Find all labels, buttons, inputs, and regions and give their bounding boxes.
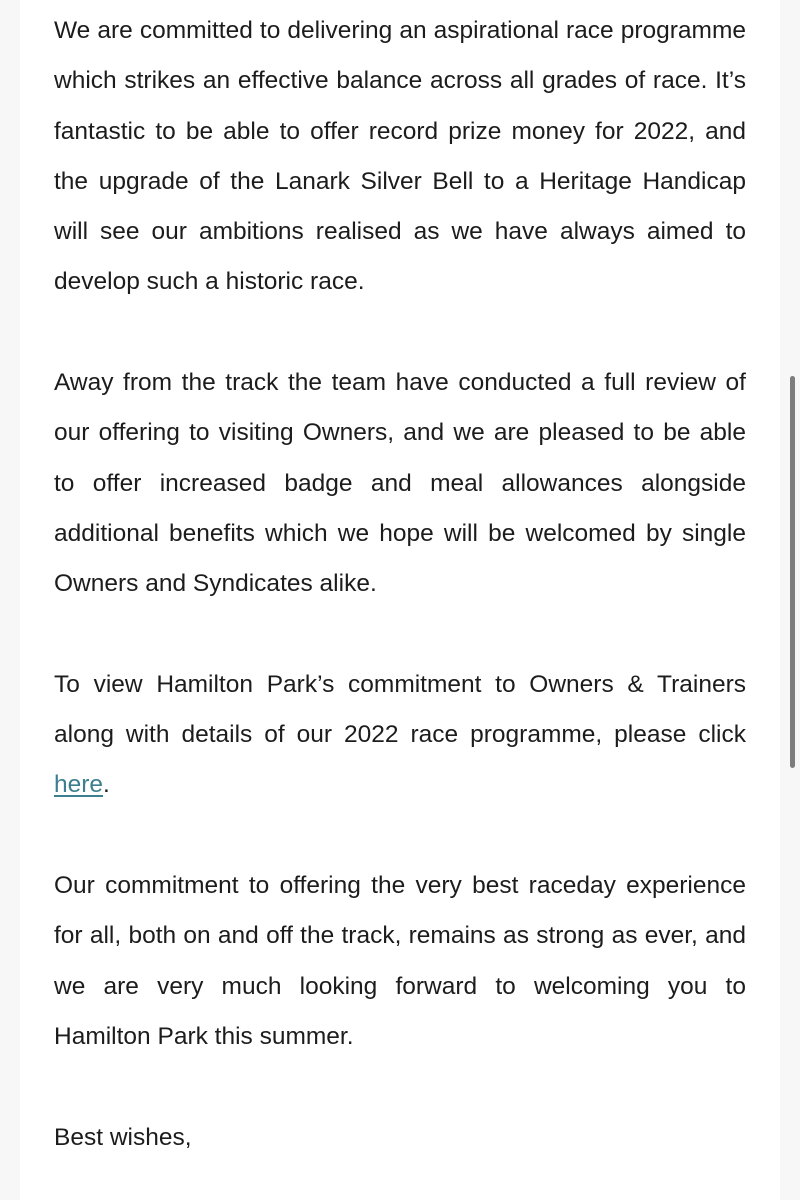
paragraph-owners-review: Away from the track the team have conducted a full review of our offering to visiting Owners, and we are pleased to be able to offer increased badge and meal allowances alongside additional benefits which we hope will be welcomed by single Owners and Syndicates alike. xyxy=(54,369,746,598)
paragraph-commitment-link xyxy=(54,660,746,811)
email-content-panel xyxy=(20,0,780,1200)
signoff: Best wishes, xyxy=(54,1123,192,1151)
paragraph-closing: Our commitment to offering the very best raceday experience for all, both on and off the track, remains as strong as ever, and we are very much looking forward to welcoming you to Hamilton Park this summer. xyxy=(54,872,746,1050)
email-body xyxy=(54,6,746,1163)
link-paragraph-text: To view Hamilton Park’s commitment to Owners & Trainers along with details of our 2022 race programme, please click xyxy=(54,670,746,749)
vertical-scrollbar[interactable] xyxy=(790,376,795,768)
here-link[interactable]: here xyxy=(54,771,104,799)
paragraph-race-programme: We are committed to delivering an aspirational race programme which strikes an effective balance across all grades of race. It’s fantastic to be able to offer record prize money for 2022, and the upgrade of the Lanark Silver Bell to a Heritage Handicap will see our ambitions realised as we have always aimed to develop such a historic race. xyxy=(54,17,746,296)
link-paragraph-period: . xyxy=(103,771,110,799)
